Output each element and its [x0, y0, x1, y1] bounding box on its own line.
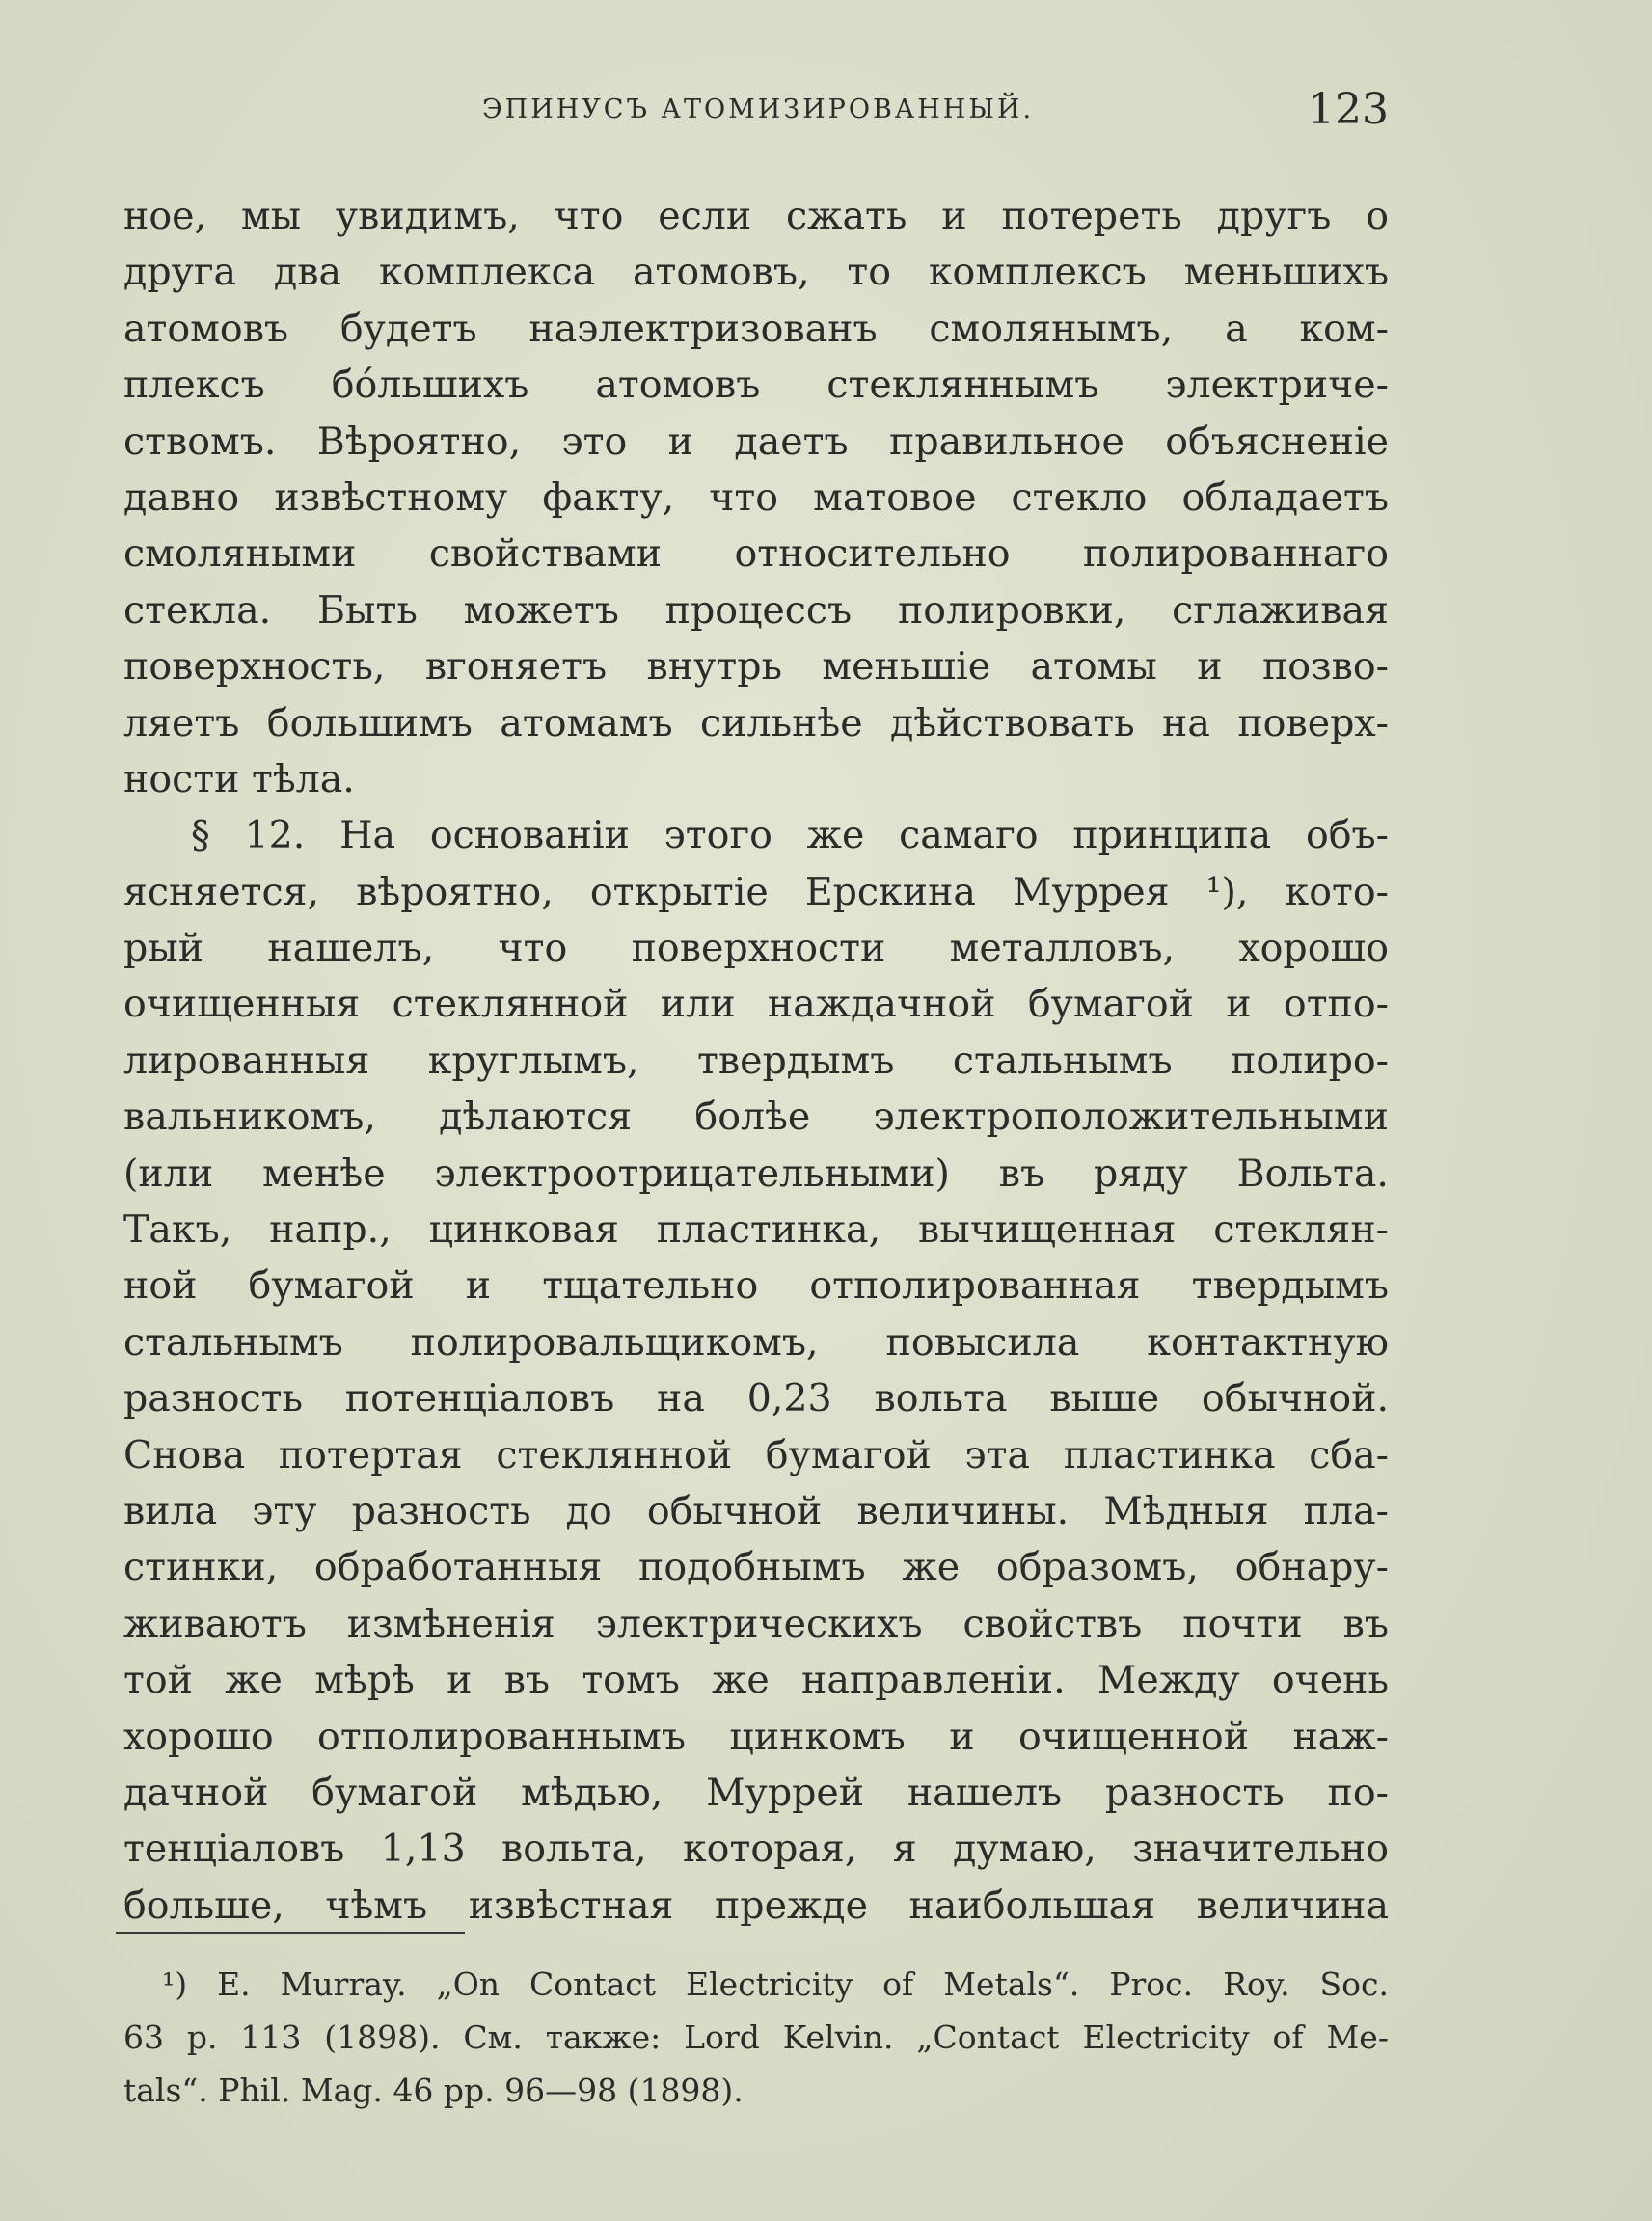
text-line: вальникомъ, дѣлаются болѣе электроположительными	[123, 1095, 1389, 1140]
text-line: больше, чѣмъ извѣстная прежде наибольшая величина	[123, 1882, 1389, 1928]
text-line: рый нашелъ, что поверхности металловъ, хорошо	[123, 926, 1389, 971]
text-line: ное, мы увидимъ, что если сжать и потереть другъ о	[123, 194, 1389, 238]
text-line: ной бумагой и тщательно отполированная твердымъ	[123, 1263, 1389, 1309]
text-line: смоляными свойствами относительно полированнаго	[123, 531, 1389, 577]
text-line: стальнымъ полировальщикомъ, повысила контактную	[123, 1319, 1389, 1365]
footnote-divider	[116, 1932, 465, 1934]
section-12-start-line: § 12. На основаніи этого же самаго принципа объ-	[191, 813, 1389, 858]
text-line: ляетъ большимъ атомамъ сильнѣе дѣйствовать на поверх-	[123, 700, 1389, 745]
text-line: (или менѣе электроотрицательными) въ ряду Вольта.	[123, 1151, 1389, 1196]
text-line: ствомъ. Вѣроятно, это и даетъ правильное объясненіе	[123, 419, 1389, 464]
text-line: друга два комплекса атомовъ, то комплексъ меньшихъ	[123, 250, 1389, 295]
page-header	[482, 85, 1389, 143]
footnote-line: 63 p. 113 (1898). См. также: Lord Kelvin. „Contact Electricity of Me-	[123, 2018, 1389, 2056]
paragraph-end-line: ности тѣла.	[123, 756, 355, 801]
page-number: 123	[1308, 85, 1389, 134]
text-line: очищенныя стеклянной или наждачной бумагой и отпо-	[123, 982, 1389, 1027]
running-head: ЭПИНУСЪ АТОМИЗИРОВАННЫЙ.	[482, 95, 1035, 124]
footnote-line: ¹) E. Murray. „On Contact Electricity of Metals“. Proc. Roy. Soc.	[162, 1965, 1389, 2003]
text-line: плексъ бо́льшихъ атомовъ стекляннымъ электриче-	[123, 363, 1389, 408]
text-line: поверхность, вгоняетъ внутрь меньшіе атомы и позво-	[123, 644, 1389, 690]
text-line: лированныя круглымъ, твердымъ стальнымъ полиро-	[123, 1038, 1389, 1083]
text-line: ясняется, вѣроятно, открытіе Ерскина Муррея ¹), кото-	[123, 869, 1389, 914]
text-line: тенціаловъ 1,13 вольта, которая, я думаю, значительно	[123, 1827, 1389, 1872]
text-line: Снова потертая стеклянной бумагой эта пластинка сба-	[123, 1432, 1389, 1477]
text-line: дачной бумагой мѣдью, Муррей нашелъ разность по-	[123, 1770, 1389, 1815]
text-line: той же мѣрѣ и въ томъ же направленіи. Между очень	[123, 1658, 1389, 1703]
text-line: хорошо отполированнымъ цинкомъ и очищенной наж-	[123, 1714, 1389, 1759]
text-line: давно извѣстному факту, что матовое стекло обладаетъ	[123, 474, 1389, 520]
text-line: вила эту разность до обычной величины. Мѣдныя пла-	[123, 1488, 1389, 1533]
footnote-line: tals“. Phil. Mag. 46 pp. 96—98 (1898).	[123, 2072, 744, 2109]
text-line: стинки, обработанныя подобнымъ же образомъ, обнару-	[123, 1545, 1389, 1590]
text-line: разность потенціаловъ на 0,23 вольта выше обычной.	[123, 1376, 1389, 1422]
text-line: живаютъ измѣненія электрическихъ свойствъ почти въ	[123, 1601, 1389, 1646]
text-line: стекла. Быть можетъ процессъ полировки, сглаживая	[123, 587, 1389, 633]
body-text	[123, 188, 1389, 1934]
footnotes	[123, 1958, 1389, 2117]
text-line: Такъ, напр., цинковая пластинка, вычищенная стеклян-	[123, 1207, 1389, 1253]
text-line: атомовъ будетъ наэлектризованъ смолянымъ, а ком-	[123, 306, 1389, 351]
